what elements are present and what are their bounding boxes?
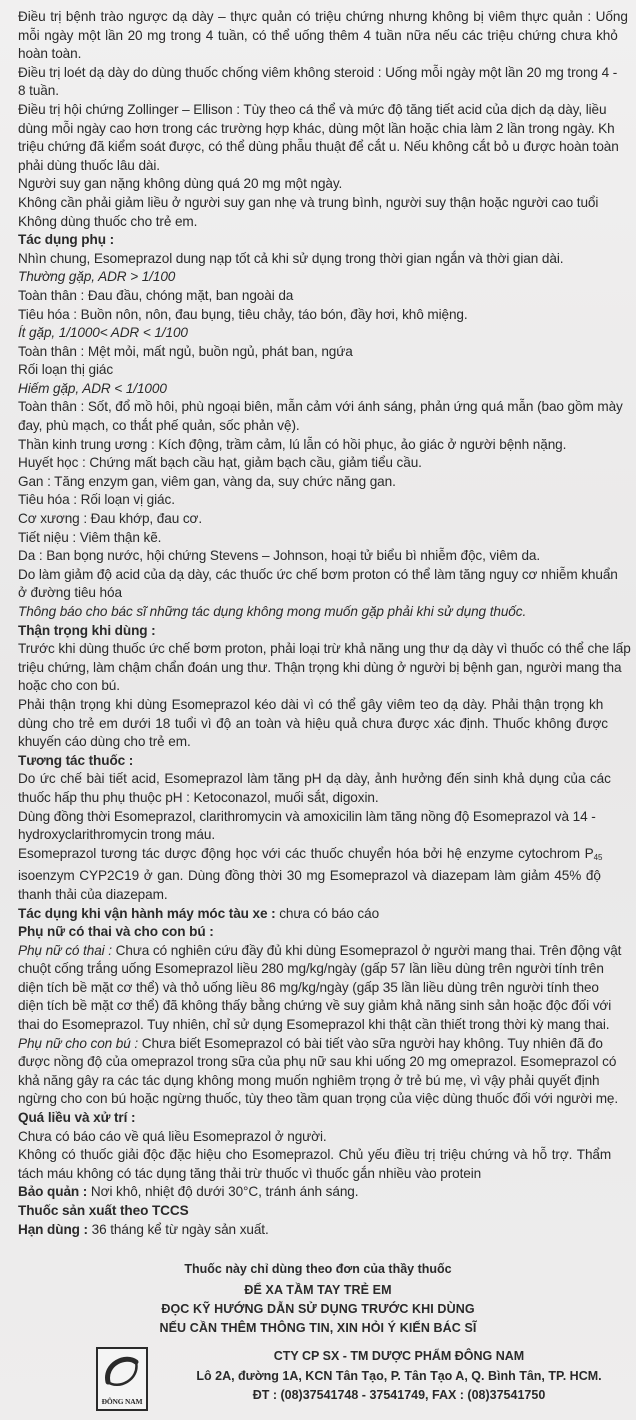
- text-line-main: Tác dụng phụ :: [18, 232, 115, 248]
- text-line: [18, 677, 636, 696]
- text-line: [18, 603, 636, 622]
- text-line: [18, 770, 636, 789]
- text-line-main: triệu chứng đã kiểm soát được, có thể dùng phẫu thuật để cắt u. Nếu không cắt bỏ u được hoàn toàn: [18, 139, 619, 155]
- text-line-main: tách máu không có tác dụng tăng thải trừ thuốc vì thuốc gắn nhiều vào protein: [18, 1165, 482, 1181]
- text-line-main: thai do Esomeprazol. Tuy nhiên, chỉ sử dụng Esomeprazol khi thật cần thiết trong thời kỳ mang thai.: [18, 1017, 610, 1033]
- text-line: [18, 194, 636, 213]
- text-line-main: Cơ xương : Đau khớp, đau cơ.: [18, 511, 203, 527]
- text-line-main: Thần kinh trung ương : Kích động, trầm cảm, lú lẫn có hồi phục, ảo giác ở người bệnh nặng.: [18, 436, 567, 452]
- text-line: [18, 287, 636, 306]
- text-line-main: Rối loạn thị giác: [18, 362, 114, 378]
- text-line-main: Trước khi dùng thuốc ức chế bơm proton, phải loại trừ khả năng ung thư dạ dày vì thuốc có thể che lấp: [18, 641, 631, 657]
- text-line-main: Phụ nữ cho con bú :: [18, 1035, 139, 1051]
- text-line-main: Dùng đồng thời Esomeprazol, clarithromycin và amoxicilin làm tăng nồng độ Esomeprazol và 14 -: [18, 808, 596, 824]
- text-line-tail: 36 tháng kể từ ngày sản xuất.: [87, 1221, 269, 1237]
- text-line: [18, 324, 636, 343]
- company-name: CTY CP SX - TM DƯỢC PHẨM ĐÔNG NAM: [273, 1349, 525, 1363]
- text-line: [18, 659, 636, 678]
- text-line-main: diện tích bề mặt cơ thể) và thỏ uống liều 86 mg/kg/ngày (gấp 35 lần liều dùng trên người tính theo: [18, 979, 599, 995]
- text-line-main: Thông báo cho bác sĩ những tác dụng không mong muốn gặp phải khi sử dụng thuốc.: [18, 604, 527, 619]
- text-line: [18, 1165, 636, 1184]
- warning-keep-away: ĐỂ XA TẦM TAY TRẺ EM: [244, 1283, 392, 1297]
- text-line: [18, 120, 636, 139]
- text-line-main: Không cần phải giảm liều ở người suy gan nhẹ và trung bình, người suy thận hoặc người cao tuổi: [18, 194, 599, 210]
- text-line-main: phải dùng thuốc lâu dài.: [18, 157, 160, 173]
- text-line: [18, 45, 636, 64]
- text-line-main: thuốc hấp thu phụ thuộc pH : Ketoconazol, muối sắt, digoxin.: [18, 789, 379, 805]
- company-logo: [96, 1347, 148, 1411]
- text-line-main: Thường gặp, ADR > 1/100: [18, 269, 176, 285]
- text-line-main: Thuốc sản xuất theo TCCS: [18, 1203, 189, 1218]
- text-line-main: dùng mỗi ngày cao hơn trong các trường hợp khác, dùng một lần hoặc chia làm 2 lần trong ngày. Kh: [18, 120, 615, 136]
- text-line-main: Da : Ban bọng nước, hội chứng Stevens – Johnson, hoại tử biểu bì nhiễm độc, viêm da.: [18, 548, 541, 564]
- text-line: [18, 789, 636, 808]
- text-line-main: ngừng cho con bú hoặc ngừng thuốc, tùy theo tầm quan trọng của việc dùng thuốc đối với người mẹ.: [18, 1091, 619, 1107]
- text-line-main: Phụ nữ có thai và cho con bú :: [18, 924, 214, 940]
- text-line: [18, 27, 636, 46]
- text-line-tail: Nơi khô, nhiệt độ dưới 30°C, tránh ánh sáng.: [87, 1184, 359, 1200]
- text-line-main: dùng cho trẻ em dưới 18 tuổi vì độ an toàn và hiệu quả chưa được xác định. Thuốc không được: [18, 715, 608, 731]
- text-line-main: Gan : Tăng enzym gan, viêm gan, vàng da, suy chức năng gan.: [18, 473, 396, 489]
- text-line: [18, 1053, 636, 1072]
- text-line: [18, 1146, 636, 1165]
- text-line-main: Tiêu hóa : Rối loạn vị giác.: [18, 492, 175, 508]
- text-line: [18, 547, 636, 566]
- text-line: [18, 696, 636, 715]
- text-line: [18, 733, 636, 752]
- text-line: [18, 510, 636, 529]
- text-line-main: Thận trọng khi dùng :: [18, 622, 156, 638]
- text-line: [18, 454, 636, 473]
- text-line-main: Điều trị bệnh trào ngược dạ dày – thực quản có triệu chứng nhưng không bị viêm thực quản : Uống: [18, 9, 628, 24]
- text-line-main: Do ức chế bài tiết acid, Esomeprazol làm tăng pH dạ dày, ảnh hưởng đến sinh khả dụng của các: [18, 771, 611, 787]
- text-line: [18, 826, 636, 845]
- company-logo-icon: [102, 1352, 142, 1392]
- text-line: [18, 923, 636, 942]
- text-line-main: Tiêu hóa : Buồn nôn, nôn, đau bụng, tiêu chảy, táo bón, đầy hơi, khô miệng.: [18, 306, 468, 322]
- text-line: [18, 1035, 636, 1054]
- text-line: [18, 867, 636, 886]
- text-line: [18, 715, 636, 734]
- text-line: [18, 845, 636, 868]
- text-line: [18, 1109, 636, 1128]
- text-line-main: Quá liều và xử trí :: [18, 1110, 136, 1126]
- company-phone: ĐT : (08)37541748 - 37541749, FAX : (08)37541750: [252, 1388, 546, 1402]
- text-line-main: hydroxyclarithromycin trong máu.: [18, 827, 216, 843]
- text-line: [18, 157, 636, 176]
- company-info: [174, 1347, 624, 1406]
- text-line: [18, 436, 636, 455]
- text-line: [18, 250, 636, 269]
- text-line-main: chuột cống trắng uống Esomeprazol liều 280 mg/kg/ngày (gấp 57 lần liều dùng trên người tính trên: [18, 961, 604, 977]
- text-line: [18, 306, 636, 325]
- text-line-main: Toàn thân : Sốt, đổ mồ hôi, phù ngoại biên, mẫn cảm với ánh sáng, phản ứng quá mẫn (bao gồm mày: [18, 399, 623, 415]
- text-line-main: Nhìn chung, Esomeprazol dung nạp tốt cả khi sử dụng trong thời gian ngắn và thời gian dài.: [18, 250, 564, 266]
- text-line-main: Do làm giảm độ acid của dạ dày, các thuốc ức chế bơm proton có thể làm tăng nguy cơ nhiễm khuẩn: [18, 566, 618, 582]
- leaflet-body: [18, 8, 636, 1239]
- text-line: [18, 361, 636, 380]
- text-line-main: khuyến cáo dùng cho trẻ em.: [18, 734, 191, 750]
- leaflet-footer: [0, 1260, 636, 1338]
- prescription-note: Thuốc này chỉ dùng theo đơn của thầy thuốc: [184, 1262, 452, 1276]
- text-line-main: khả năng gây ra các tác dụng không mong muốn nghiêm trọng ở trẻ bú mẹ, vì vậy phải quyết định: [18, 1072, 600, 1088]
- text-line-main: Không có thuốc giải độc đặc hiệu cho Esomeprazol. Chủ yếu điều trị triệu chứng và hỗ trợ. Thẩm: [18, 1147, 612, 1163]
- text-line-main: Phải thận trọng khi dùng Esomeprazol kéo dài vì có thể gây viêm teo dạ dày. Phải thận trọng kh: [18, 696, 604, 712]
- text-line: [18, 268, 636, 287]
- text-line: [18, 1221, 636, 1240]
- text-line-main: Tương tác thuốc :: [18, 752, 134, 768]
- text-line: [18, 213, 636, 232]
- text-line: [18, 1202, 636, 1221]
- text-line-main: Điều trị loét dạ dày do dùng thuốc chống viêm không steroid : Uống mỗi ngày một lần 20 mg trong 4 -: [18, 64, 618, 80]
- text-line: [18, 175, 636, 194]
- text-line-main: mỗi ngày một lần 20 mg trong 4 tuần, có thể uống thêm 4 tuần nữa nếu các triệu chứng chưa khỏ: [18, 27, 618, 43]
- warning-read-instructions: ĐỌC KỸ HƯỚNG DẪN SỬ DỤNG TRƯỚC KHI DÙNG: [161, 1302, 475, 1316]
- text-line: [18, 960, 636, 979]
- text-line: [18, 398, 636, 417]
- text-line: [18, 905, 636, 924]
- text-line-main: diện tích bề mặt cơ thể) đã không thấy bằng chứng về suy giảm khả năng sinh sản hoặc độc đối với: [18, 998, 612, 1014]
- text-line: [18, 979, 636, 998]
- text-line-main: Không dùng thuốc cho trẻ em.: [18, 213, 198, 229]
- text-line: [18, 566, 636, 585]
- text-line-main: thanh thải của diazepam.: [18, 886, 168, 902]
- text-line-tail: Chưa có nghiên cứu đầy đủ khi dùng Esomeprazol ở người mang thai. Trên động vật: [111, 942, 622, 958]
- text-line-main: hoặc cho con bú.: [18, 678, 120, 694]
- text-line-main: Esomeprazol tương tác dược động học với các thuốc chuyển hóa bởi hệ enzyme cytochrom P: [18, 845, 594, 861]
- text-line: [18, 1016, 636, 1035]
- text-line-main: được nồng độ của omeprazol trong sữa của phụ nữ sau khi uống 20 mg omeprazol. Esomeprazol có: [18, 1054, 617, 1070]
- company-logo-text: ĐÔNG NAM: [101, 1397, 143, 1406]
- text-line-main: Điều trị hội chứng Zollinger – Ellison : Tùy theo cá thể và mức độ tăng tiết acid của dịch dạ dày, liều: [18, 101, 607, 117]
- text-line-main: Bảo quản :: [18, 1184, 88, 1200]
- text-line: [18, 584, 636, 603]
- text-line: [18, 752, 636, 771]
- text-line: [18, 997, 636, 1016]
- text-line: [18, 8, 636, 27]
- text-line: [18, 473, 636, 492]
- text-line-main: Huyết học : Chứng mất bạch cầu hạt, giảm bạch cầu, giảm tiểu cầu.: [18, 455, 422, 471]
- text-line: [18, 942, 636, 961]
- text-line: [18, 1128, 636, 1147]
- text-line: [18, 529, 636, 548]
- text-line: [18, 231, 636, 250]
- subscript: 45: [593, 852, 603, 862]
- text-line-main: 8 tuần.: [18, 83, 59, 99]
- text-line: [18, 82, 636, 101]
- text-line-main: đay, phù mạch, co thắt phế quản, sốc phản vệ).: [18, 418, 300, 434]
- text-line-main: Toàn thân : Đau đầu, chóng mặt, ban ngoài da: [18, 287, 294, 303]
- text-line: [18, 808, 636, 827]
- text-line: [18, 380, 636, 399]
- text-line-main: Phụ nữ có thai :: [18, 942, 112, 958]
- text-line-main: Hiếm gặp, ADR < 1/1000: [18, 380, 167, 396]
- text-line-main: ở đường tiêu hóa: [18, 585, 122, 601]
- text-line-main: Toàn thân : Mệt mỏi, mất ngủ, buồn ngủ, phát ban, ngứa: [18, 343, 353, 359]
- company-address: Lô 2A, đường 1A, KCN Tân Tạo, P. Tân Tạo A, Q. Bình Tân, TP. HCM.: [196, 1368, 602, 1383]
- text-line: [18, 64, 636, 83]
- text-line: [18, 886, 636, 905]
- text-line: [18, 1183, 636, 1202]
- text-line: [18, 1072, 636, 1091]
- text-line-tail: Chưa biết Esomeprazol có bài tiết vào sữa người hay không. Tuy nhiên đã đo: [138, 1035, 603, 1051]
- text-line-main: Chưa có báo cáo về quá liều Esomeprazol ở người.: [18, 1128, 327, 1144]
- text-line-main: triệu chứng, làm chậm chẩn đoán ung thư. Thận trọng khi dùng ở người bị bệnh gan, người mang tha: [18, 659, 622, 675]
- text-line-main: Tiết niệu : Viêm thận kẽ.: [18, 529, 162, 545]
- text-line: [18, 101, 636, 120]
- text-line-tail: chưa có báo cáo: [275, 905, 380, 921]
- text-line-main: Tác dụng khi vận hành máy móc tàu xe :: [18, 905, 276, 921]
- text-line-main: Ít gặp, 1/1000< ADR < 1/100: [18, 325, 188, 341]
- text-line: [18, 138, 636, 157]
- company-block: [96, 1347, 626, 1413]
- warning-ask-doctor: NẾU CẦN THÊM THÔNG TIN, XIN HỎI Ý KIẾN BÁC SĨ: [159, 1321, 477, 1335]
- text-line: [18, 622, 636, 641]
- text-line: [18, 343, 636, 362]
- text-line-main: Người suy gan nặng không dùng quá 20 mg một ngày.: [18, 176, 343, 192]
- text-line: [18, 417, 636, 436]
- text-line: [18, 640, 636, 659]
- text-line: [18, 1090, 636, 1109]
- text-line-main: isoenzym CYP2C19 ở gan. Dùng đồng thời 30 mg Esomeprazol và diazepam làm giảm 45% độ: [18, 868, 601, 884]
- text-line-main: hoàn toàn.: [18, 46, 82, 62]
- text-line: [18, 491, 636, 510]
- text-line-main: Hạn dùng :: [18, 1221, 88, 1237]
